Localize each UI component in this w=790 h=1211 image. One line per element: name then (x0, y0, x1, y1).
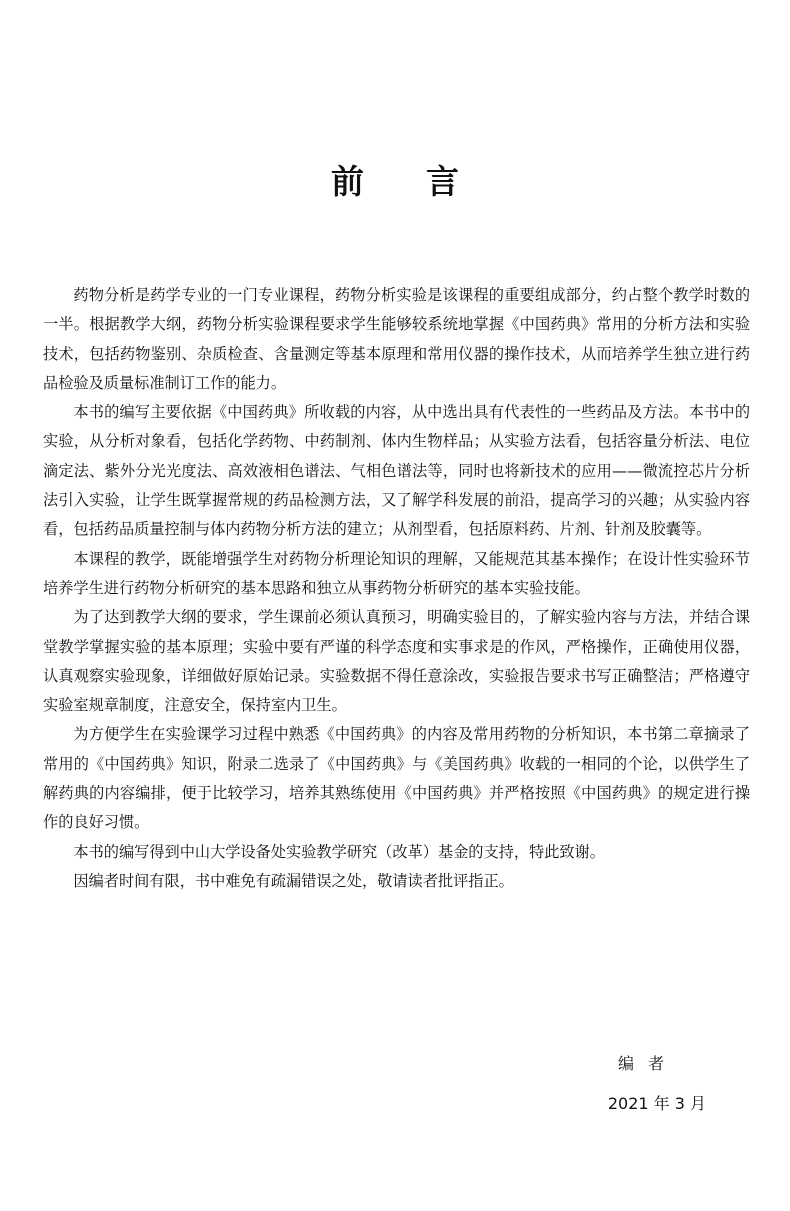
paragraph-6: 本书的编写得到中山大学设备处实验教学研究（改革）基金的支持，特此致谢。 (73, 842, 605, 861)
preface-body (43, 281, 750, 896)
date: 2021 年 3 月 (607, 1094, 706, 1113)
paragraph-1: 药物分析是药学专业的一门专业课程，药物分析实验是该课程的重要组成部分，约占整个教学时数的一半。根据教学大纲，药物分析实验课程要求学生能够较系统地掌握《中国药典》常用的分析方法和实验技术，包括药物鉴别、杂质检查、含量测定等基本原理和常用仪器的操作技术，从而培养学生独立进行药品检验及质量标准制订工作的能力。 (43, 286, 750, 392)
paragraph-3: 本课程的教学，既能增强学生对药物分析理论知识的理解，又能规范其基本操作；在设计性实验环节培养学生进行药物分析研究的基本思路和独立从事药物分析研究的基本实验技能。 (43, 549, 750, 597)
paragraph-7: 因编者时间有限，书中难免有疏漏错误之处，敬请读者批评指正。 (73, 871, 514, 890)
signature: 编者 (617, 1054, 678, 1073)
paragraph-4: 为了达到教学大纲的要求，学生课前必须认真预习，明确实验目的，了解实验内容与方法，并结合课堂教学掌握实验的基本原理；实验中要有严谨的科学态度和实事求是的作风，严格操作，正确使用仪器，认真观察实验现象，详细做好原始记录。实验数据不得任意涂改，实验报告要求书写正确整洁；严格遵守实验室规章制度，注意安全，保持室内卫生。 (43, 608, 750, 715)
paragraph-2: 本书的编写主要依据《中国药典》所收载的内容，从中选出具有代表性的一些药品及方法。本书中的实验，从分析对象看，包括化学药物、中药制剂、体内生物样品；从实验方法看，包括容量分析法、电位滴定法、紫外分光光度法、高效液相色谱法、气相色谱法等，同时也将新技术的应用——微流控芯片分析法引入实验，让学生既掌握常规的药品检测方法，又了解学科发展的前沿，提高学习的兴趣；从实验内容看，包括药品质量控制与体内药物分析方法的建立；从剂型看，包括原料药、片剂、针剂及胶囊等。 (43, 403, 750, 539)
paragraph-5: 为方便学生在实验课学习过程中熟悉《中国药典》的内容及常用药物的分析知识，本书第二章摘录了常用的《中国药典》知识，附录二选录了《中国药典》与《美国药典》收载的一相同的个论，以供学生了解药典的内容编排，便于比较学习，培养其熟练使用《中国药典》并严格按照《中国药典》的规定进行操作的良好习惯。 (43, 725, 750, 832)
page-title: 前言 (331, 162, 521, 201)
